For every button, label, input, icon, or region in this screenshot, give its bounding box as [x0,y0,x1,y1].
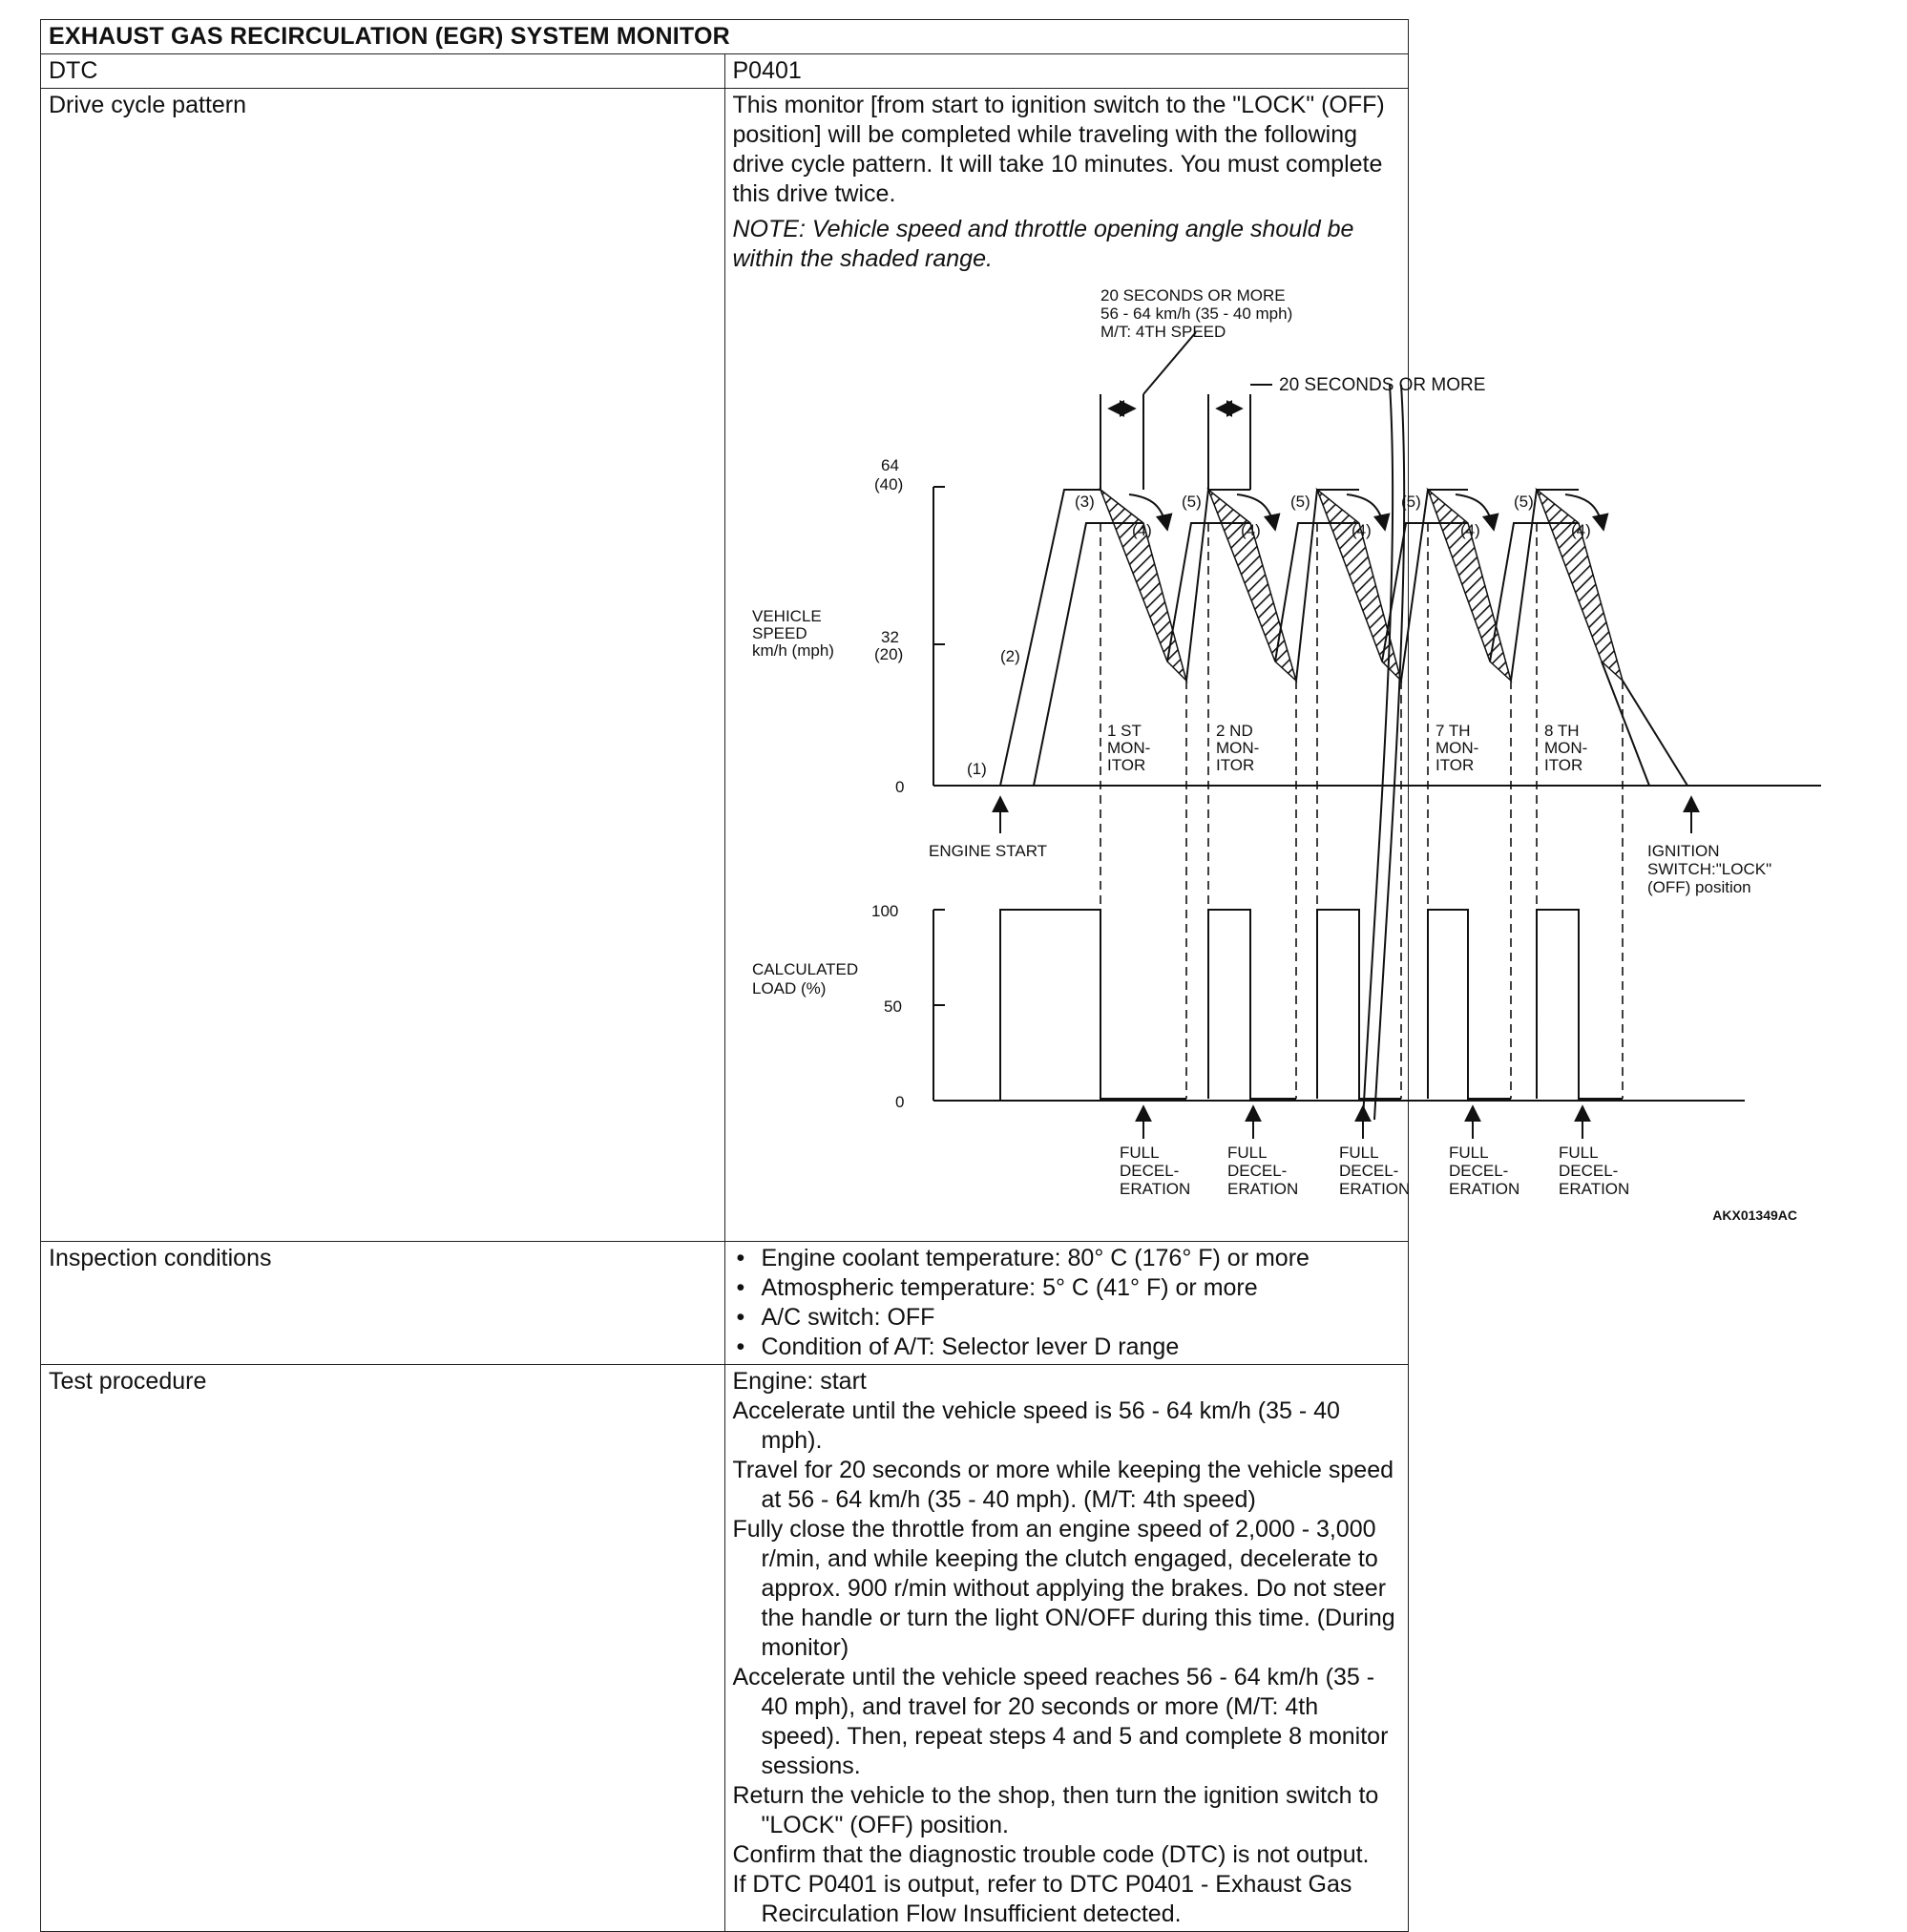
decel-label: DECEL- [1226,1162,1287,1180]
decel-label: ERATION [1226,1180,1298,1198]
decel-label: DECEL- [1558,1162,1618,1180]
drive-cycle-text: This monitor [from start to ignition switch to the "LOCK" (OFF) position] will be completed while traveling with the following drive cycle pattern. It will take 10 minutes. You must complete this drive twice. [732,92,1385,207]
decel-label: ERATION [1119,1180,1190,1198]
ignition-label: SWITCH:"LOCK" [1646,860,1771,878]
test-row [41,1365,1409,1932]
list-item: • A/C switch: OFF [762,1303,1401,1333]
decel-label: DECEL- [1448,1162,1508,1180]
duration-markers [1100,332,1272,490]
list-item: • Atmospheric temperature: 5° C (41° F) or more [762,1273,1401,1303]
speed-tick-label: 32 [880,628,899,646]
callout-top-line: M/T: 4TH SPEED [1100,323,1226,341]
phase-label: (5) [1289,493,1310,511]
inspection-row [41,1242,1409,1365]
phase-label: (4) [1240,521,1261,539]
test-step: Accelerate until the vehicle speed reaches 56 - 64 km/h (35 - 40 mph), and travel for 20 seconds or more (M/T: 4th speed). Then, repeat steps 4 and 5 and complete 8 monitor sessions. [732,1664,1389,1779]
decel-label: ERATION [1338,1180,1410,1198]
drive-cycle-svg [733,280,1907,1239]
monitor-label: ITOR [1215,756,1254,774]
dashed-guides [1100,523,1623,1099]
monitor-label: MON- [1435,739,1478,757]
decel-label: ERATION [1448,1180,1519,1198]
decel-label: DECEL- [1338,1162,1398,1180]
callout-right-text: 20 SECONDS OR MORE [1278,375,1485,395]
speed-axis-label: SPEED [751,624,807,642]
load-tick-label: 0 [894,1093,904,1111]
monitor-label: MON- [1543,739,1587,757]
monitor-label: 2 ND [1215,722,1253,740]
monitor-label: 1 ST [1106,722,1142,740]
speed-axis-label: VEHICLE [751,607,822,625]
dtc-label: DTC [41,54,725,89]
monitor-label: ITOR [1543,756,1582,774]
monitor-label: 7 TH [1435,722,1471,740]
inspection-cell [724,1242,1409,1365]
monitor-label: ITOR [1435,756,1474,774]
drive-cycle-cell [724,89,1797,1242]
figure-code: AKX01349AC [1711,1208,1797,1223]
phase-label: (2) [999,647,1020,665]
phase-label: (5) [1513,493,1534,511]
drive-cycle-label: Drive cycle pattern [41,89,725,1242]
list-item: • Condition of A/T: Selector lever D range [762,1333,1401,1362]
speed-tick-label: 0 [894,778,904,796]
decel-label: FULL [1119,1144,1160,1162]
list-item: • Engine coolant temperature: 80° C (176° F) or more [762,1244,1401,1273]
deceleration-hatch [1100,490,1623,681]
decel-label: FULL [1558,1144,1599,1162]
time-break-curves [1363,385,1404,1120]
drive-cycle-note: NOTE: Vehicle speed and throttle opening angle should be within the shaded range. [732,216,1354,272]
phase-label: (5) [1400,493,1421,511]
load-axis-label: CALCULATED [751,960,858,978]
load-tick-label: 50 [883,998,902,1016]
monitor-label: MON- [1215,739,1259,757]
test-step: If DTC P0401 is output, refer to DTC P0401 - Exhaust Gas Recirculation Flow Insufficient detected. [732,1871,1352,1927]
phase-label: (5) [1181,493,1202,511]
inspection-label: Inspection conditions [41,1242,725,1365]
phase-label: (1) [966,760,987,778]
test-step: Travel for 20 seconds or more while keeping the vehicle speed at 56 - 64 km/h (35 - 40 mph). (M/T: 4th speed) [732,1457,1394,1513]
egr-monitor-table [40,19,1797,1932]
test-step: Confirm that the diagnostic trouble code (DTC) is not output. [732,1841,1370,1868]
decel-label: FULL [1226,1144,1268,1162]
test-label: Test procedure [41,1365,725,1932]
phase-label: (4) [1570,521,1591,539]
phase-label: (4) [1131,521,1152,539]
decel-label: DECEL- [1119,1162,1179,1180]
callout-top-line: 20 SECONDS OR MORE [1100,286,1286,304]
test-step: Fully close the throttle from an engine speed of 2,000 - 3,000 r/min, and while keeping the clutch engaged, decelerate to approx. 900 r/min without applying the brakes. Do not steer the handle or turn the light ON/OFF during this time. (During monitor) [732,1516,1395,1661]
engine-start-label: ENGINE START [928,842,1047,860]
phase-label: (4) [1351,521,1372,539]
test-step: Accelerate until the vehicle speed is 56 - 64 km/h (35 - 40 mph). [732,1397,1340,1454]
speed-tick-label: (20) [873,645,903,663]
speed-axis-label: km/h (mph) [751,641,834,660]
ignition-label: IGNITION [1646,842,1720,860]
monitor-label: MON- [1106,739,1150,757]
load-tick-label: 100 [870,902,898,920]
test-step: Engine: start [732,1368,867,1395]
monitor-label: ITOR [1106,756,1145,774]
pointer-arrows [1000,797,1691,1139]
test-step: Return the vehicle to the shop, then turn the ignition switch to "LOCK" (OFF) position. [732,1782,1379,1838]
load-bars [1000,910,1623,1101]
dtc-value: P0401 [724,54,1409,89]
decel-label: ERATION [1558,1180,1629,1198]
drive-cycle-row [41,89,1409,1242]
table-title: EXHAUST GAS RECIRCULATION (EGR) SYSTEM MONITOR [41,20,1409,54]
monitor-label: 8 TH [1543,722,1580,740]
diagram-labels [752,286,1797,1223]
title-row [41,20,1409,54]
speed-tick-label: (40) [873,475,903,494]
phase-label: (4) [1459,521,1480,539]
test-cell [724,1365,1409,1932]
decel-label: FULL [1338,1144,1379,1162]
ignition-label: (OFF) position [1646,878,1751,896]
load-axis-label: LOAD (%) [751,979,826,998]
decel-label: FULL [1448,1144,1489,1162]
drive-cycle-diagram [733,280,1907,1239]
dtc-row [41,54,1409,89]
inspection-list [733,1244,1401,1362]
speed-tick-label: 64 [880,456,899,474]
callout-top-line: 56 - 64 km/h (35 - 40 mph) [1100,304,1292,323]
phase-label: (3) [1074,493,1095,511]
